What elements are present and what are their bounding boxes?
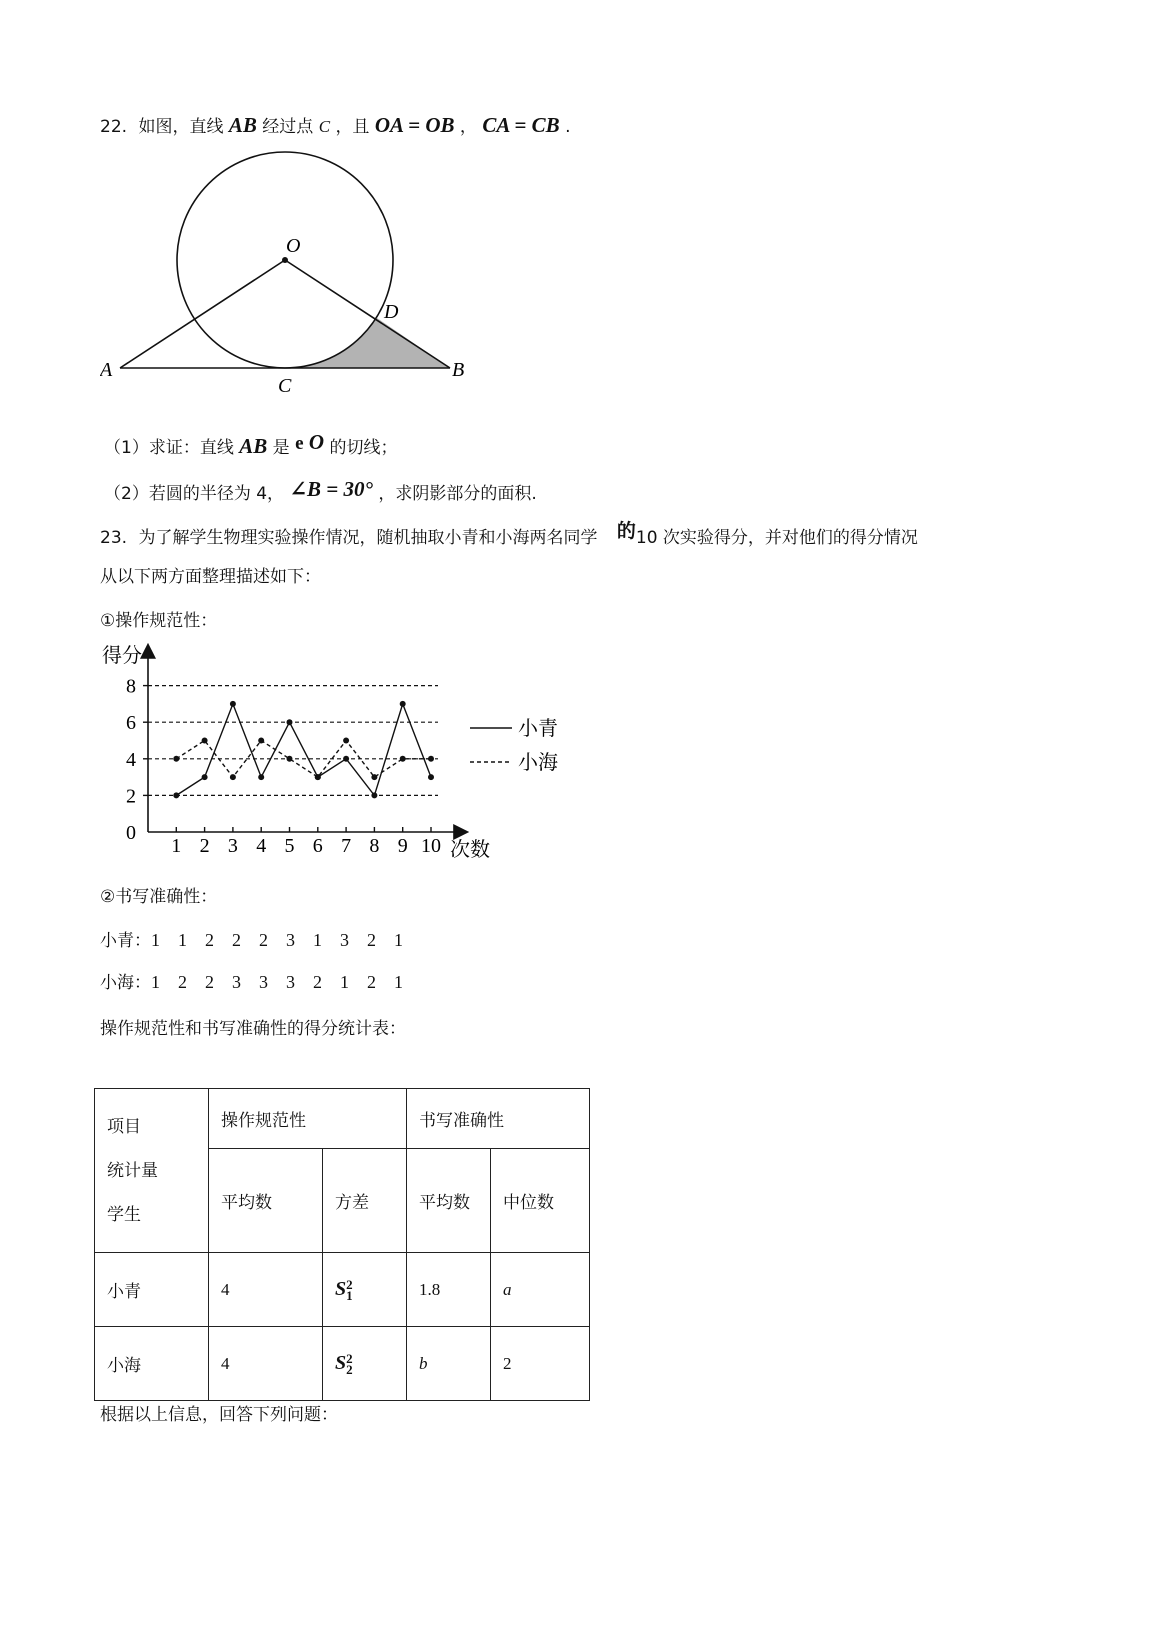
y-tick-label-4: 4: [126, 748, 136, 771]
q22-text-b: 经过点: [262, 117, 314, 137]
q23-text-de: 的: [616, 520, 636, 542]
math-eq-oa-ob: OA = OB: [374, 113, 455, 137]
corner-item: 项目: [107, 1116, 141, 1137]
corner-stat: 统计量: [107, 1160, 158, 1181]
point-xiaohai-10: [428, 756, 434, 762]
part2-text-b: ，求阴影部分的面积.: [378, 484, 537, 504]
part1-text-c: 的切线；: [329, 438, 398, 458]
label-a: A: [100, 359, 113, 381]
cell-name: 小青: [95, 1253, 209, 1327]
point-xiaohai-9: [400, 756, 406, 762]
part2-text-a: （2）若圆的半径为 4，: [104, 484, 285, 504]
y-tick-label-0: 0: [126, 822, 136, 844]
x-tick-label-4: 4: [256, 835, 267, 857]
cell-wr-median: a: [491, 1253, 590, 1327]
point-xiaohai-6: [315, 774, 321, 780]
math-angle-b: ∠B = 30°: [289, 477, 373, 501]
q23-text-b: 10 次实验得分，并对他们的得分情况: [635, 528, 918, 548]
writing-row-xiaoqing: [100, 926, 403, 952]
table-row: [95, 1327, 590, 1401]
header-group-writing: 书写准确性: [407, 1089, 590, 1149]
var-sub: 2: [346, 1362, 353, 1377]
point-xiaohai-7: [343, 738, 349, 744]
writing-label-xiaoqing: 小青：: [100, 931, 151, 951]
line-oa: [120, 260, 285, 368]
point-xiaoqing-8: [371, 792, 377, 798]
q22-part1: [104, 430, 397, 459]
writing-scores-xiaoqing: 1 1 2 2 2 3 1 3 2 1: [151, 930, 403, 950]
x-tick-label-10: 10: [421, 835, 441, 857]
x-tick-label-8: 8: [369, 835, 380, 857]
cell-op-mean: 4: [209, 1253, 323, 1327]
grid-layer: [148, 686, 438, 796]
header-mean-2: 平均数: [407, 1149, 491, 1253]
question-number: 23.: [100, 528, 128, 548]
tick-layer: [126, 676, 441, 857]
math-AB: AB: [228, 113, 257, 137]
question-number: 22.: [100, 117, 128, 137]
var-sup: 2: [346, 1351, 353, 1366]
label-b: B: [452, 359, 465, 381]
y-axis-label: 得分: [102, 643, 142, 667]
part1-text-a: （1）求证：直线: [104, 438, 234, 458]
header-group-operation: 操作规范性: [209, 1089, 407, 1149]
point-xiaohai-1: [173, 756, 179, 762]
math-O: O: [308, 430, 325, 454]
q22-comma: ，: [459, 117, 477, 137]
cell-name: 小海: [95, 1327, 209, 1401]
point-xiaoqing-5: [287, 719, 293, 725]
point-xiaoqing-10: [428, 774, 434, 780]
y-tick-label-2: 2: [126, 785, 136, 808]
point-xiaohai-4: [258, 738, 264, 744]
var-sup: 2: [346, 1277, 353, 1292]
q22-part2: [104, 476, 537, 504]
point-xiaoqing-7: [343, 756, 349, 762]
cell-wr-median: 2: [491, 1327, 590, 1401]
q22-text-a: 如图，直线: [138, 117, 224, 137]
table-title: 操作规范性和书写准确性的得分统计表：: [100, 1019, 406, 1039]
x-tick-label-3: 3: [227, 835, 238, 857]
section2-title: ②书写准确性：: [100, 887, 218, 907]
corner-student: 学生: [107, 1204, 141, 1225]
label-o: O: [286, 235, 301, 257]
var-base: S: [335, 1352, 347, 1374]
point-xiaoqing-3: [230, 701, 236, 707]
table-row: [95, 1253, 590, 1327]
writing-label-xiaohai: 小海：: [100, 973, 151, 993]
series-layer: [173, 701, 434, 799]
point-xiaohai-8: [371, 774, 377, 780]
header-median: 中位数: [491, 1149, 590, 1253]
x-tick-label-7: 7: [341, 835, 352, 857]
point-xiaoqing-1: [173, 792, 179, 798]
shaded-region: [288, 318, 450, 368]
circle-symbol: e: [295, 433, 304, 454]
point-xiaohai-5: [287, 756, 293, 762]
q23-text-a: 为了解学生物理实验操作情况，随机抽取小青和小海两名同学: [138, 528, 598, 548]
cell-op-variance: [323, 1253, 407, 1327]
table-corner: [95, 1089, 209, 1253]
q22-text-c: ，且: [335, 117, 370, 137]
x-tick-label-9: 9: [397, 835, 408, 857]
y-tick-label-8: 8: [126, 675, 136, 698]
header-variance: 方差: [323, 1149, 407, 1253]
x-tick-label-2: 2: [199, 835, 210, 857]
cell-wr-mean: b: [407, 1327, 491, 1401]
cell-op-variance: [323, 1327, 407, 1401]
label-c: C: [278, 375, 292, 397]
var-sub: 1: [346, 1288, 353, 1303]
legend: [470, 716, 558, 774]
series-line-xiaoqing: [176, 704, 431, 796]
x-tick-label-1: 1: [171, 835, 182, 857]
cell-wr-mean: 1.8: [407, 1253, 491, 1327]
point-xiaohai-3: [230, 774, 236, 780]
q23-stem-line2: 从以下两方面整理描述如下：: [100, 567, 321, 587]
part1-text-b: 是: [272, 438, 290, 458]
point-xiaohai-2: [202, 738, 208, 744]
center-dot: [282, 257, 288, 263]
writing-scores-xiaohai: 1 2 2 3 3 3 2 1 2 1: [151, 972, 403, 992]
math-C: C: [318, 117, 331, 136]
math-AB-2: AB: [239, 434, 268, 458]
writing-row-xiaohai: [100, 968, 403, 994]
point-xiaoqing-9: [400, 701, 406, 707]
x-axis-label: 次数: [450, 837, 490, 861]
y-tick-label-6: 6: [126, 712, 136, 735]
line-chart: [100, 640, 580, 870]
section1-title: ①操作规范性：: [100, 611, 218, 631]
header-mean: 平均数: [209, 1149, 323, 1253]
q23-stem-line1: [100, 522, 918, 549]
x-tick-label-5: 5: [284, 835, 295, 857]
legend-label-xiaohai: 小海: [518, 750, 558, 774]
geometry-figure: [100, 140, 500, 410]
math-eq-ca-cb: CA = CB: [482, 113, 560, 137]
q22-stem: [100, 112, 570, 138]
stats-table: [94, 1088, 590, 1401]
cell-op-mean: 4: [209, 1327, 323, 1401]
label-d: D: [384, 301, 399, 323]
closing-text: 根据以上信息，回答下列问题：: [100, 1405, 338, 1425]
q22-period: .: [565, 117, 571, 137]
var-base: S: [335, 1278, 347, 1300]
x-tick-label-6: 6: [312, 835, 323, 857]
point-xiaoqing-2: [202, 774, 208, 780]
legend-label-xiaoqing: 小青: [518, 716, 558, 740]
point-xiaoqing-4: [258, 774, 264, 780]
